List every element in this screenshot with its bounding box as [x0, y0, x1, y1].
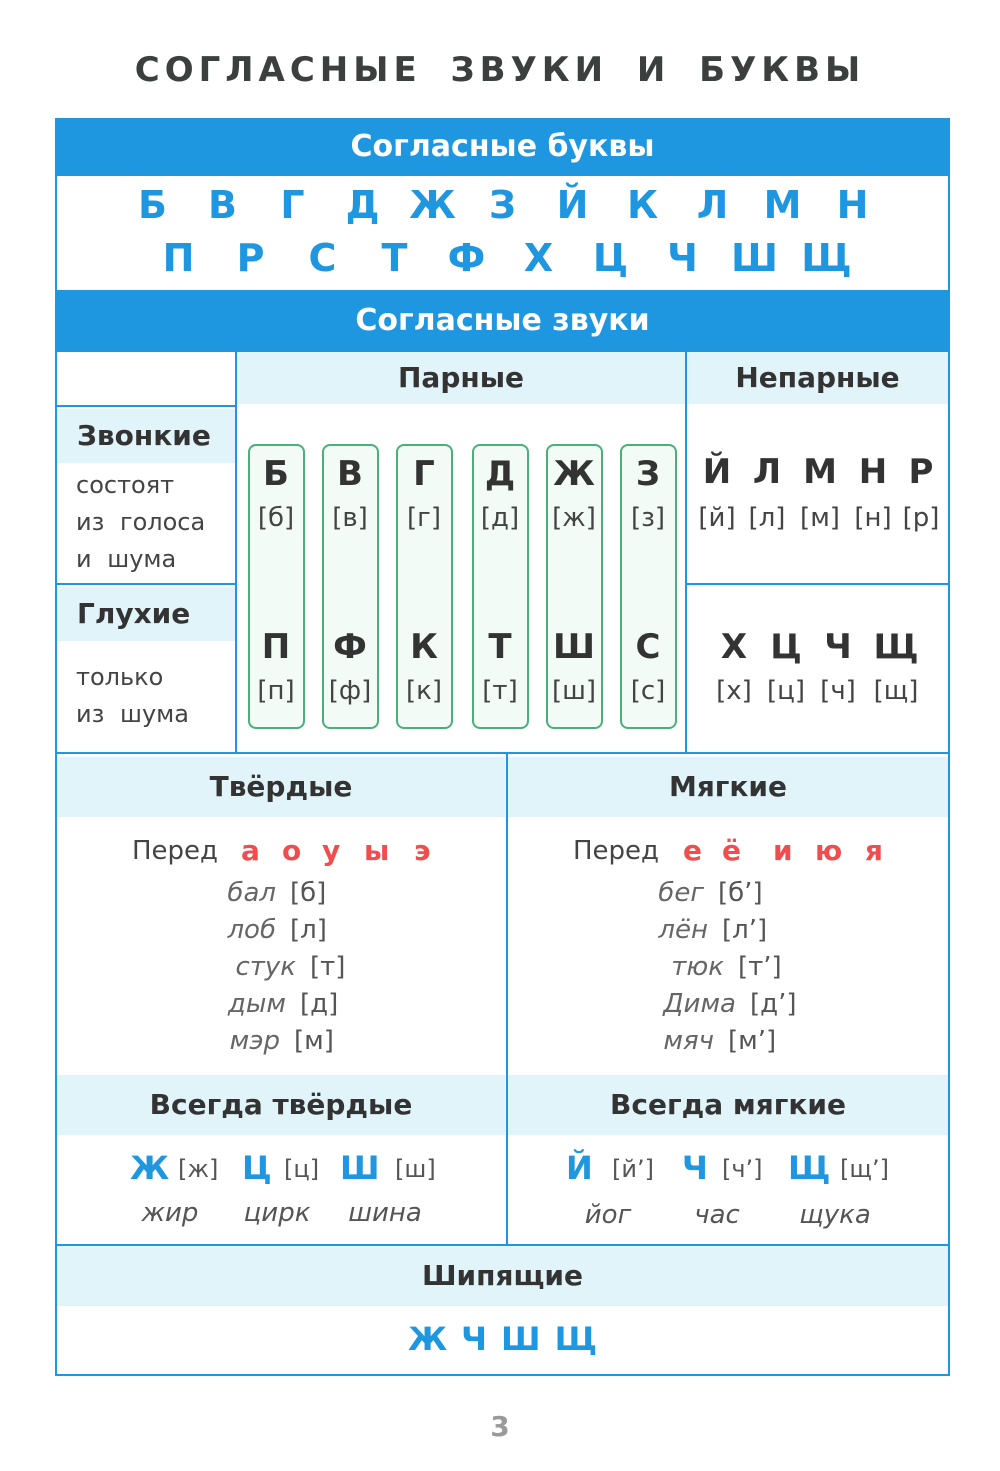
voiceless-label: Глухие: [57, 587, 235, 641]
paired-voiced-letter: В: [337, 454, 363, 494]
letter: Й: [556, 183, 589, 227]
paired-voiceless-sound: [ф]: [328, 676, 372, 706]
paired-voiceless-sound: [т]: [482, 676, 518, 706]
paired-voiceless-letter: С: [635, 627, 661, 667]
soft-example-sound: [д’]: [750, 989, 797, 1019]
hard-vowel: а: [241, 834, 260, 867]
soft-vowel: е: [683, 834, 702, 867]
unpaired-voiced-sound: [й]: [698, 503, 736, 533]
letter: М: [763, 183, 802, 227]
always-soft-sound: [ч’]: [722, 1155, 763, 1183]
paired-voiceless-letter: К: [410, 627, 438, 667]
unpaired-voiced-sound: [л]: [748, 503, 786, 533]
letter: К: [626, 183, 659, 227]
unpaired-voiced-letter: Л: [752, 452, 782, 492]
hissing-letter: Ш: [501, 1320, 541, 1358]
always-soft-sound: [щ’]: [840, 1155, 889, 1183]
unpaired-voiced-sound: [м]: [800, 503, 840, 533]
letter: Ч: [667, 236, 698, 280]
paired-voiceless-sound: [с]: [630, 676, 666, 706]
always-hard-letter: Ш: [340, 1149, 380, 1187]
letter: Щ: [801, 236, 852, 280]
unpaired-voiced-letter: М: [803, 452, 837, 492]
hard-vowel: ы: [364, 834, 390, 867]
soft-example-word: тюк: [671, 952, 724, 982]
soft-vowel: и: [773, 834, 793, 867]
hard-example-word: мэр: [229, 1026, 280, 1056]
hissing-header: Шипящие: [57, 1246, 948, 1306]
paired-voiced-sound: [б]: [257, 503, 295, 533]
letter: Н: [836, 183, 869, 227]
soft-vowel: ё: [722, 834, 741, 867]
always-hard-sound: [ж]: [178, 1155, 219, 1183]
always-soft-sound: [й’]: [612, 1155, 654, 1183]
hissing-letter: Ч: [461, 1320, 488, 1358]
hissing-letters: [55, 1320, 950, 1358]
divider: [685, 583, 950, 585]
hard-vowel: э: [414, 834, 431, 867]
hard-example-word: дым: [227, 989, 286, 1019]
paired-voiced-sound: [ж]: [552, 503, 596, 533]
paired-voiced-sound: [в]: [332, 503, 368, 533]
unpaired-voiced-letter: Р: [908, 452, 934, 492]
soft-example-sound: [м’]: [728, 1026, 777, 1056]
divider: [506, 754, 508, 1244]
soft-example-word: мяч: [663, 1026, 714, 1056]
hard-example-sound: [т]: [310, 952, 346, 982]
letter: Г: [280, 183, 305, 227]
soft-example-word: бег: [658, 878, 704, 908]
unpaired-voiced-letter: Й: [702, 452, 732, 492]
always-soft-letter: Щ: [788, 1149, 831, 1187]
letter: З: [489, 183, 516, 227]
always-hard-letter: Ц: [242, 1149, 272, 1187]
hard-header: Твёрдые: [57, 757, 505, 817]
unpaired-voiceless-sound: [ч]: [820, 676, 856, 706]
always-hard-letter: Ж: [130, 1149, 170, 1187]
soft-vowel: ю: [815, 834, 843, 867]
hard-example-sound: [б]: [290, 878, 327, 908]
soft-example-sound: [л’]: [722, 915, 768, 945]
hissing-letter: Щ: [554, 1320, 597, 1358]
voiced-label: Звонкие: [57, 409, 235, 463]
letter: Ж: [409, 183, 456, 227]
paired-voiceless-sound: [к]: [406, 676, 442, 706]
paired-voiced-sound: [з]: [630, 503, 666, 533]
unpaired-voiceless-letter: Ц: [770, 627, 802, 667]
letter: В: [208, 183, 237, 227]
letters-row-1: [55, 183, 950, 233]
paired-voiced-letter: Б: [263, 454, 289, 494]
consonant-letters-header: Согласные буквы: [55, 118, 950, 176]
divider: [55, 405, 237, 407]
unpaired-voiced-sound: [н]: [854, 503, 892, 533]
soft-example-word: лён: [658, 915, 708, 945]
divider: [55, 752, 950, 754]
unpaired-voiceless-sound: [х]: [716, 676, 752, 706]
always-soft-word: час: [694, 1200, 740, 1230]
always-hard-header: Всегда твёрдые: [57, 1075, 505, 1135]
paired-voiceless-letter: Ф: [333, 627, 367, 667]
always-hard-word: шина: [348, 1198, 422, 1228]
letter: Ц: [592, 236, 629, 280]
soft-example-sound: [т’]: [738, 952, 782, 982]
always-soft-header: Всегда мягкие: [508, 1075, 948, 1135]
paired-voiced-letter: Г: [413, 454, 435, 494]
unpaired-voiceless-sound: [щ]: [873, 676, 919, 706]
paired-header: Парные: [237, 352, 685, 404]
hard-before-label: Перед: [132, 836, 219, 866]
always-soft-word: щука: [799, 1200, 871, 1230]
paired-voiced-letter: З: [635, 454, 661, 494]
soft-header: Мягкие: [508, 757, 948, 817]
letter: Т: [381, 236, 408, 280]
paired-voiced-sound: [г]: [407, 503, 441, 533]
unpaired-voiceless-sound: [ц]: [767, 676, 805, 706]
voiced-desc: состоят из голоса и шума: [76, 471, 206, 573]
unpaired-voiced-letter: Н: [858, 452, 888, 492]
hard-vowel: у: [322, 834, 341, 867]
letter: Б: [138, 183, 167, 227]
soft-example-sound: [б’]: [718, 878, 763, 908]
letter: П: [162, 236, 195, 280]
unpaired-voiceless-letter: Ч: [824, 627, 852, 667]
paired-voiceless-sound: [п]: [257, 676, 295, 706]
always-soft-word: йог: [584, 1200, 632, 1230]
always-soft-letter: Й: [566, 1149, 593, 1187]
divider: [685, 352, 687, 754]
letter: Л: [696, 183, 729, 227]
unpaired-voiceless-letter: Х: [720, 627, 748, 667]
paired-voiceless-letter: Т: [488, 627, 512, 667]
letter: Х: [523, 236, 554, 280]
divider: [235, 352, 237, 754]
unpaired-voiced-sound: [р]: [902, 503, 940, 533]
hard-example-word: стук: [235, 952, 296, 982]
hard-example-word: бал: [227, 878, 276, 908]
hard-example-sound: [м]: [294, 1026, 334, 1056]
hard-example-sound: [д]: [300, 989, 339, 1019]
soft-before-label: Перед: [573, 836, 660, 866]
always-hard-word: цирк: [243, 1198, 311, 1228]
hard-example-sound: [л]: [290, 915, 327, 945]
hard-example-word: лоб: [227, 915, 276, 945]
letter: С: [308, 236, 337, 280]
page-title: СОГЛАСНЫЕ ЗВУКИ И БУКВЫ: [134, 50, 866, 90]
voiceless-desc: только из шума: [76, 663, 189, 728]
paired-voiceless-sound: [ш]: [551, 676, 597, 706]
always-soft-letter: Ч: [682, 1149, 708, 1187]
hard-vowel: о: [282, 834, 302, 867]
paired-voiced-letter: Ж: [553, 454, 595, 494]
paired-voiceless-letter: Ш: [552, 627, 595, 667]
consonant-sounds-header: Согласные звуки: [55, 290, 950, 352]
letters-row-2: [55, 236, 950, 286]
unpaired-header: Непарные: [687, 352, 948, 404]
always-hard-word: жир: [141, 1198, 199, 1228]
letter: Д: [345, 183, 380, 227]
hissing-letter: Ж: [408, 1320, 448, 1358]
unpaired-voiceless-letter: Щ: [873, 627, 919, 667]
divider: [55, 583, 237, 585]
soft-vowel: я: [865, 834, 883, 867]
letter: Ф: [447, 236, 486, 280]
paired-voiceless-letter: П: [261, 627, 291, 667]
letter: Р: [236, 236, 265, 280]
always-hard-sound: [ш]: [395, 1155, 436, 1183]
paired-voiced-sound: [д]: [480, 503, 520, 533]
page-number: 3: [490, 1410, 510, 1443]
soft-example-word: Дима: [663, 989, 736, 1019]
letter: Ш: [731, 236, 778, 280]
paired-voiced-letter: Д: [484, 454, 516, 494]
always-hard-sound: [ц]: [284, 1155, 320, 1183]
